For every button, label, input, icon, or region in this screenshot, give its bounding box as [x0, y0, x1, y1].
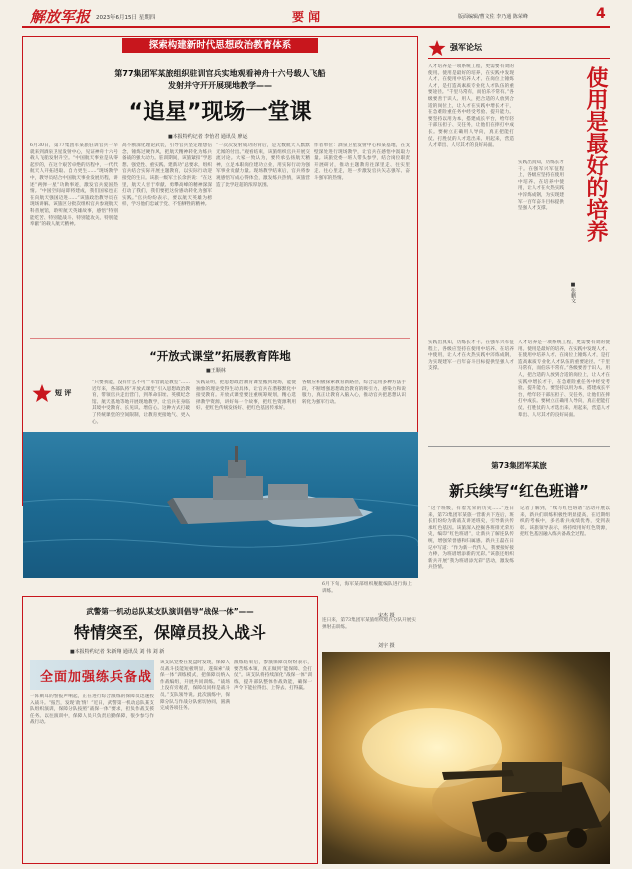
- top-story-col4: 作者单位：酒泉卫星发射中心和某基地，在戈壁深处进行现场教学，让官兵在感悟中汲取力量。该旅党委一班人带头参学，结合岗位职责开展研讨，推动主题教育往深里走、往实里走、往心里走，进一步激发官兵矢志强军、奋斗强军的热情。: [314, 143, 410, 181]
- column-body-3: 实践出真知，历练长才干。在强军兴军征程上，各级应坚持在使用中培养、在培养中使用，让人才在火热实践中淬炼成钢，为实现建军一百年奋斗目标提供坚强人才支撑。: [428, 340, 514, 372]
- issue-date: 2023年6月15日 星期四: [96, 15, 156, 21]
- artillery-caption: 连日来，第73集团军某旅组织炮兵分队开展实弹射击训练。: [322, 618, 416, 630]
- top-story-byline: ■本报特约记者 李怡君 通讯员 廖运: [168, 134, 248, 140]
- bottom-story-col1: 一阵刺耳的警报声响起，正在进行综合演练的保障员迅速投入战斗。“报告，发现‘敌’情！”近日，武警第一机动总队某支队组织演训，保障分队按照“战保一体”要求，担负作战支援任务。以往演训中，保障人员只负责后勤保障，很少参与作战行动。: [30, 694, 154, 726]
- red-story-body: “这个班级，有着光荣的历史……”连日来，第73集团军某旅一营新兵下连后，班长们纷纷为新战友讲述班史，引导新兵传承红色基因。该旅深入挖掘各班排光荣历史，编印“红色班谱”，让新兵了解连队传统，增强荣誉感和归属感。新兵王磊在日记中写道：“作为新一代传人，我要接好接力棒，为班谱增添新的光彩。”该旅还组织新兵开展“我为班谱添光彩”活动，激发练兵热情。: [428, 506, 514, 571]
- bottom-story-headline: 特情突至，保障员投入战斗: [73, 623, 266, 642]
- bottom-story-col2: 该支队党委在复盘时发现，保障人员战斗技能短板明显，遂探索“战保一体”训练模式，把保障员纳入作战编组，开展共同训练。“战场上没有旁观者，保障员同样是战斗员。”支队领导说。此次演练中，保障分队与作战分队密切协同，圆满完成各项任务。: [160, 660, 230, 712]
- paper-name: 解放军报: [30, 8, 91, 26]
- bottom-story-banner: [30, 660, 154, 690]
- artillery-credit: 刘宇 摄: [378, 643, 395, 649]
- column-body-2: 实践出真知，历练长才干。在强军兴军征程上，各级应坚持在使用中培养、在培养中使用，让人才在火热实践中淬炼成钢，为实现建军一百年奋斗目标提供坚强人才支撑。: [518, 160, 564, 212]
- star-icon: [32, 384, 52, 402]
- page-number: 4: [596, 6, 606, 22]
- bottom-story-byline: ■本报特约记者 朱新翔 通讯员 刘 伟 刘 新: [70, 649, 165, 655]
- top-story-main-headline: “追星”现场一堂课: [128, 100, 312, 125]
- column-body: 人才培养是一项系统工程，更需要有效的使用。使用是最好的培养，在实践中发现人才、在使用中培养人才、在岗位上锤炼人才，是打造高素质专业化人才队伍的重要途径。“千里马常有，而伯乐不常有。”各级要善于识人、用人，把合适的人放到合适的岗位上，让人才在实践中增长才干，在急难险重任务中经受考验、提升能力。要坚持以用为本，搭建成长平台，给年轻干部压担子、交任务，让他们在摔打中成长。要树立正确用人导向，真正把能打仗、打胜仗的人才选出来、用起来，营造人才辈出、人尽其才的良好局面。: [428, 64, 514, 149]
- top-story-headline-line1: 第77集团军某旅组织驻训官兵实地观看神舟十六号载人飞船: [114, 69, 326, 78]
- red-story-body-2: 记者了解到，“续写红色班谱”活动开展以来，新兵们训练积极性明显提高，在近期组织的考核中，多名新兵成绩优秀，受到表彰。该旅领导表示，将持续用好红色资源，把红色基因融入练兵备战全过程。: [520, 506, 610, 538]
- artillery-photo: [322, 652, 610, 864]
- section-title: 要 闻: [292, 10, 321, 24]
- sub-story-divider: [30, 338, 410, 339]
- column-title-rule: [428, 58, 610, 59]
- ship-photo-caption: 6月下旬，海军某部组织舰艇编队进行海上训练。: [322, 582, 412, 594]
- bottom-story-kicker: 武警第一机动总队某支队演训倡导“战保一体”——: [86, 607, 254, 616]
- top-story-col3: “一次次发射成功的背后，是无数航天人默默无闻的付出。”观看结束，该旅组织官兵开展交流讨论。大家一致认为，要传承弘扬航天精神，立足本职岗位建功立业，用实际行动为强军事业贡献力量。现场教学结束后，官兵将参观感悟写成心得体会，激发练兵热情，该旅营造了比学赶超的浓厚氛围。: [216, 143, 310, 188]
- top-story-col1: 6月30日，第77集团军某旅驻训官兵一早就来到酒泉卫星发射中心，见证神舟十六号载人飞船发射升空。“中国航天事业是从零起步的，在这个艰苦卓绝的历程中，一代代航天人开拓进取、自力更生……”现场教学中，教导员结合中国航天事业发展历程，讲述“两弹一星”功勋事迹，激发官兵爱国热情。“中国空间站即将建成，我们国家也正在向航天强国迈进……”该旅政治教导员在现场讲解。该旅区分批次组织官兵参观航天科普展馆，聆听航天英雄故事，感悟“特别能吃苦、特别能战斗、特别能攻关、特别能奉献”的载人航天精神。: [30, 143, 118, 228]
- sub-story-byline: ■王顺林: [206, 368, 226, 374]
- red-story-rule: [428, 446, 610, 447]
- red-story-kicker: 第73集团军某旅: [491, 461, 547, 470]
- bottom-story-banner-text: 全面加强练兵备战: [40, 670, 153, 685]
- ship-photo-credit: 宋杰 摄: [378, 613, 395, 619]
- ship-photo: [23, 432, 418, 578]
- column-title: 强军论坛: [450, 43, 482, 52]
- column-author-text: ■张鹏文: [570, 282, 576, 303]
- sub-story-headline-visible: “开放式课堂”拓展教育阵地: [149, 349, 291, 363]
- column-headline: [582, 66, 608, 242]
- page-editors: 版面编辑/曹文佐 李乃通 陈荣峰: [458, 14, 528, 20]
- column-author: [570, 282, 577, 303]
- column-star-icon: [428, 40, 446, 56]
- masthead-rule: [22, 26, 610, 28]
- top-story-headline-line2: 发射并守开开展现地教学——: [168, 81, 272, 90]
- top-story-banner: 探索构建新时代思想政治教育体系: [122, 38, 318, 53]
- sub-story-col1: “只要我能，没有什么不可”“军营就是教室”……近年来，各部队将“开放式课堂”引入思想政治教育，带领官兵走出营门，到革命旧址、英模纪念馆、航天基地等地开展现地教学，让官兵在身临其境中受教育、长见识、增信心。这种方式打破了传统课堂的空间限制，让教育更接地气、更入心。: [92, 380, 190, 425]
- column-headline-text: 使用是最好的培养: [583, 66, 608, 242]
- column-body-4: 人才培养是一项系统工程，更需要有效的使用。使用是最好的培养，在实践中发现人才、在使用中培养人才、在岗位上锤炼人才，是打造高素质专业化人才队伍的重要途径。“千里马常有，而伯乐不常有。”各级要善于识人、用人，把合适的人放到合适的岗位上，让人才在实践中增长才干，在急难险重任务中经受考验、提升能力。要坚持以用为本，搭建成长平台，给年轻干部压担子、交任务，让他们在摔打中成长。要树立正确用人导向，真正把能打仗、打胜仗的人才选出来、用起来，营造人才辈出、人尽其才的良好局面。: [518, 340, 610, 418]
- red-story-headline: 新兵续写“红色班谱”: [449, 482, 589, 500]
- sub-story-col3: 各级应积极探索教育新路径，综合运用多种方法手段，不断增强思想政治教育的吸引力、感染力和说服力，真正让教育入脑入心，推动官兵把思想认识转化为强军行动。: [302, 380, 406, 405]
- sub-story-col2: 实践证明，把思想政治教育课堂搬到现场，能使抽象的理论变得生动具体，让官兵在潜移默化中接受教育。开放式课堂要注重统筹规划，精心选择教学资源，讲好每一个故事，把红色资源利用好、把红色传统发扬好、把红色基因传承好。: [196, 380, 296, 412]
- bottom-story-col3: 演练结束后，参演保障员纷纷表示，要苦练本领，真正做到“能保障、会打仗”。该支队将持续深化“战保一体”训练，提升部队整体作战效能，确保一声令下能拉得出、上得去、打得赢。: [234, 660, 312, 692]
- top-story-col2: 高不断深化理论武装，引导官兵坚定理想信念，锤炼过硬作风，把航天精神转化为练兵备战的强大动力。驻训期间，该旅紧扣“学思想、强党性、重实践、建新功”总要求，组织官兵结合实际开展主题教育，以实际行动迎接党的生日。该旅一级军士长余洪说：“在这里，航天人甘于奉献、勇攀高峰的精神深深打动了我们，我们要把这份感动转化为强军实践。”官兵纷纷表示，要以航天英雄为榜样，学习他们忠诚于党、不怕牺牲的精神。: [122, 143, 212, 208]
- short-comment-label: 短 评: [55, 389, 72, 397]
